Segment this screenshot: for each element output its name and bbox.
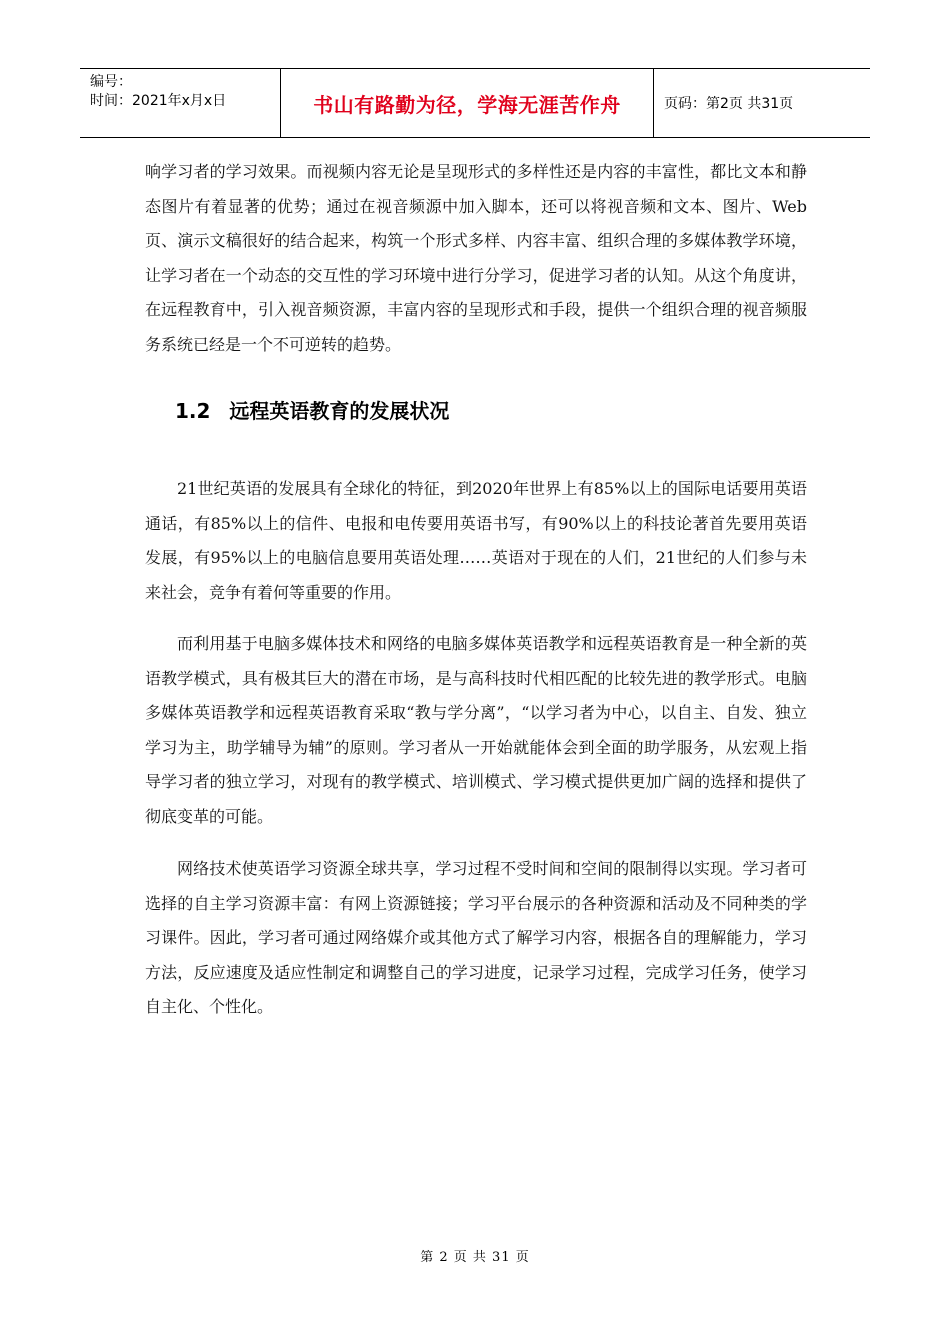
page-header <box>80 68 870 138</box>
paragraph-text: 响学习者的学习效果。而视频内容无论是呈现形式的多样性还是内容的丰富性，都比文本和静态图片有着显著的优势；通过在视音频源中加入脚本，还可以将视音频和文本、图片、Web页、演示文稿很好的结合起来，构筑一个形式多样、内容丰富、组织合理的多媒体教学环境，让学习者在一个动态的交互性的学习环境中进行分学习，促进学习者的认知。从这个角度讲，在远程教育中，引入视音频资源，丰富内容的呈现形式和手段，提供一个组织合理的视音频服务系统已经是一个不可逆转的趋势。 <box>145 162 807 354</box>
paragraph-text: 21世纪英语的发展具有全球化的特征，到2020年世界上有85%以上的国际电话要用英语通话，有85%以上的信件、电报和电传要用英语书写，有90%以上的科技论著首先要用英语发展，有95%以上的电脑信息要用英语处理……英语对于现在的人们，21世纪的人们参与未来社会，竞争有着何等重要的作用。 <box>145 479 807 602</box>
header-motto: 书山有路勤为径，学海无涯苦作舟 <box>281 69 654 137</box>
header-page-info: 页码：第2页 共31页 <box>664 96 794 112</box>
page-footer: 第 2 页 共 31 页 <box>420 1250 530 1265</box>
section-number: 1.2 <box>175 399 211 423</box>
section-heading <box>175 395 449 424</box>
paragraph-intro <box>145 155 807 363</box>
header-meta <box>80 69 281 137</box>
section-title: 远程英语教育的发展状况 <box>229 399 450 423</box>
paragraph-3 <box>145 852 807 1025</box>
paragraph-text: 而利用基于电脑多媒体技术和网络的电脑多媒体英语教学和远程英语教育是一种全新的英语教学模式，具有极其巨大的潜在市场，是与高科技时代相匹配的比较先进的教学形式。电脑多媒体英语教学和远程英语教育采取“教与学分离”，“以学习者为中心，以自主、自发、独立学习为主，助学辅导为辅”的原则。学习者从一开始就能体会到全面的助学服务，从宏观上指导学习者的独立学习，对现有的教学模式、培训模式、学习模式提供更加广阔的选择和提供了彻底变革的可能。 <box>145 634 807 826</box>
paragraph-2 <box>145 627 807 835</box>
time-label: 时间：2021年x月x日 <box>90 93 227 109</box>
paragraph-1 <box>145 472 807 610</box>
paragraph-text: 网络技术使英语学习资源全球共享，学习过程不受时间和空间的限制得以实现。学习者可选择的自主学习资源丰富：有网上资源链接；学习平台展示的各种资源和活动及不同种类的学习课件。因此，学习者可通过网络媒介或其他方式了解学习内容，根据各自的理解能力，学习方法，反应速度及适应性制定和调整自己的学习进度，记录学习过程，完成学习任务，使学习自主化、个性化。 <box>145 859 807 1017</box>
number-label: 编号： <box>90 74 132 90</box>
